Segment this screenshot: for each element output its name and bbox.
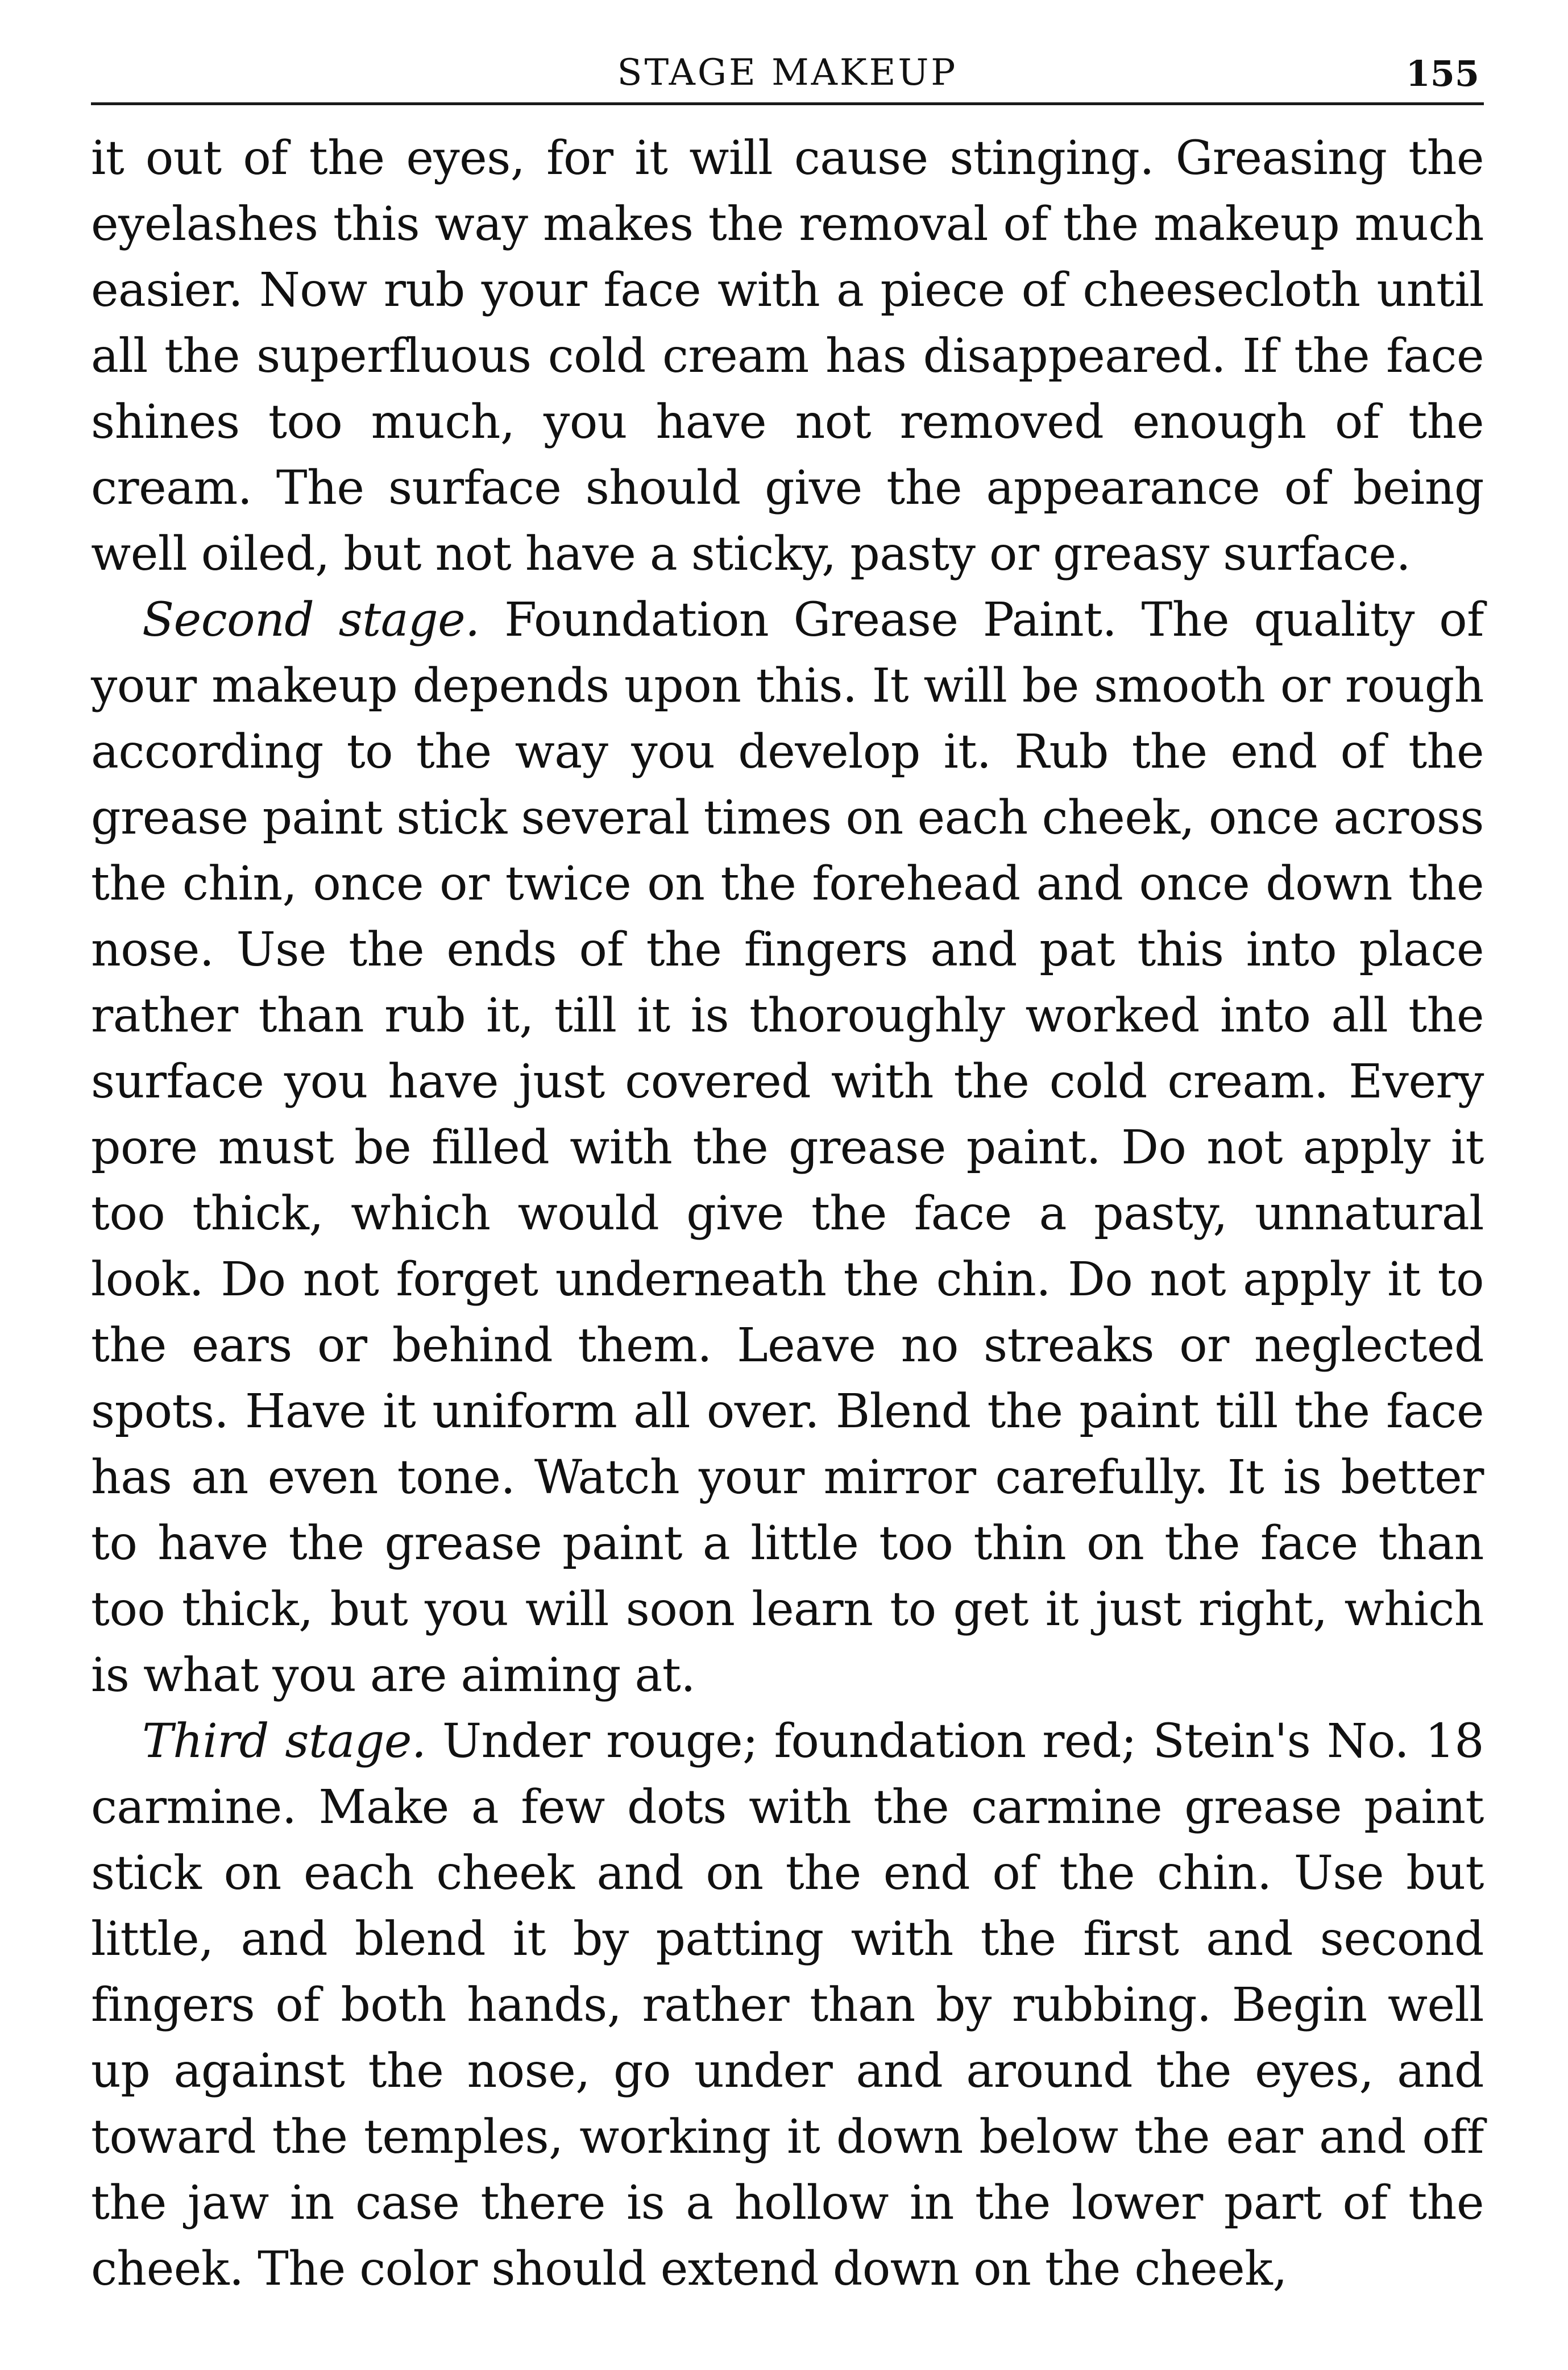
book-page (91, 45, 1484, 2302)
page-number: 155 (1405, 53, 1479, 94)
paragraph-text: Foundation Grease Paint. The quality of your makeup depends upon this. It will be smooth or rough according to the way you develop it. Rub the end of the grease paint stick several times on each cheek, once across the chin, once or twice on the forehead and once down the nose. Use the ends of the fingers and pat this into place rather than rub it, till it is thoroughly worked into all the surface you have just covered with the cold cream. Every pore must be filled with the grease paint. Do not apply it too thick, which would give the face a pasty, unnatural look. Do not forget underneath the chin. Do not apply it to the ears or behind them. Leave no streaks or neglected spots. Have it uniform all over. Blend the paint till the face has an even tone. Watch your mirror carefully. It is better to have the grease paint a little too thin on the face than too thick, but you will soon learn to get it just right, which is what you are aiming at. (91, 593, 1484, 1702)
stage-label-third: Third stage. (142, 1714, 426, 1768)
paragraph-continued (91, 126, 1484, 587)
paragraph-second-stage (91, 587, 1484, 1709)
stage-label-second: Second stage. (142, 593, 480, 647)
running-head (91, 45, 1484, 105)
body-text (91, 126, 1484, 2302)
paragraph-text: it out of the eyes, for it will cause stinging. Greasing the eyelashes this way makes the removal of the makeup much easier. Now rub your face with a piece of cheesecloth until all the superfluous cold cream has disappeared. If the face shines too much, you have not removed enough of the cream. The surface should give the appearance of being well oiled, but not have a sticky, pasty or greasy surface. (91, 131, 1484, 581)
running-head-title: STAGE MAKEUP (617, 52, 958, 94)
paragraph-text: Under rouge; foundation red; Stein's No. 18 carmine. Make a few dots with the carmine grease paint stick on each cheek and on the end of the chin. Use but little, and blend it by patting with the first and second fingers of both hands, rather than by rubbing. Begin well up against the nose, go under and around the eyes, and toward the temples, working it down below the ear and off the jaw in case there is a hollow in the lower part of the cheek. The color should extend down on the cheek, (91, 1714, 1484, 2296)
paragraph-third-stage (91, 1709, 1484, 2302)
